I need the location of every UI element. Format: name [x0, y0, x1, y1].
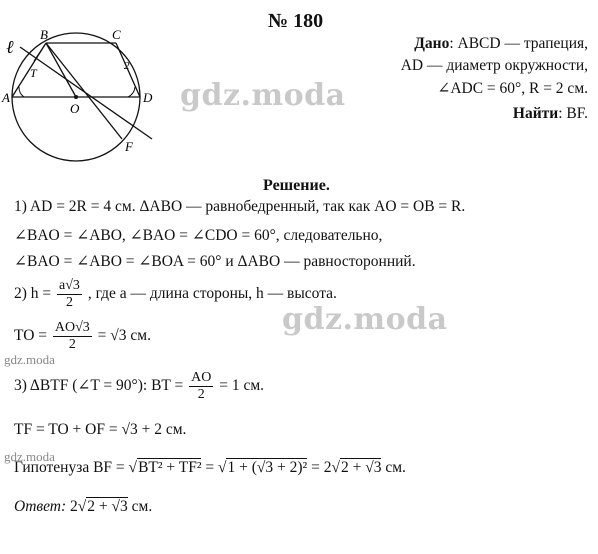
sqrt-sign-3: √	[331, 459, 340, 476]
watermark-small-1: gdz.moda	[4, 352, 55, 367]
label-a: A	[2, 90, 10, 105]
find-line	[513, 103, 588, 124]
step-1c: ∠BAO = ∠ABO = ∠BOA = 60° и ΔABO — равносторонний.	[14, 253, 416, 270]
step-hypotenuse	[14, 459, 406, 477]
problem-number: № 180	[268, 10, 324, 32]
to-pre: TO =	[14, 327, 47, 345]
label-b: B	[40, 27, 48, 42]
find-label: Найти	[512, 105, 559, 122]
point-o	[74, 95, 78, 99]
label-l: ℓ	[6, 37, 14, 57]
perpendicular-bt	[34, 43, 46, 61]
hyp-root-3: 2 + √3	[340, 459, 382, 476]
fraction-h-num: a√3	[59, 278, 80, 293]
answer-root: 2 + √3	[87, 498, 128, 515]
step-2-post: , где a — длина стороны, h — высота.	[87, 285, 337, 303]
answer-coef: 2	[70, 498, 78, 515]
angle-arc-d	[128, 87, 135, 97]
answer-label: Ответ:	[14, 498, 67, 515]
segment-bo	[46, 43, 76, 97]
fraction-h-den: 2	[65, 295, 73, 310]
fraction-bt	[189, 370, 213, 403]
sqrt-sign-1: √	[128, 459, 138, 476]
step-3-post: = 1 см.	[219, 377, 265, 395]
step-3	[14, 370, 264, 403]
label-t: T	[30, 66, 37, 80]
hyp-equals: =	[205, 459, 215, 476]
sqrt-sign-2: √	[217, 459, 227, 476]
step-to	[14, 320, 151, 353]
step-1a: 1) AD = 2R = 4 см. ΔABO — равнобедренный, так как AO = OB = R.	[14, 198, 466, 215]
fraction-h	[57, 278, 82, 311]
label-c: C	[112, 27, 121, 42]
step-2	[14, 278, 337, 311]
sqrt-sign-answer: √	[77, 498, 87, 515]
find-value: : BF.	[558, 105, 588, 122]
given-text-1: : ABCD — трапеция,	[449, 35, 588, 52]
given-line-3: ∠ADC = 60°, R = 2 см.	[437, 80, 588, 97]
label-2: 2	[124, 60, 130, 72]
fraction-to-num: AO√3	[54, 320, 90, 335]
given-label: Дано	[414, 35, 450, 52]
hyp-unit: см.	[385, 459, 406, 476]
given-line-1	[414, 33, 588, 54]
label-f: F	[125, 139, 133, 154]
watermark-top: gdz.moda	[180, 78, 346, 113]
step-2-pre: 2) h =	[14, 285, 52, 303]
to-post: = √3 см.	[97, 327, 151, 345]
fraction-to	[53, 320, 92, 353]
hyp-root-2: 1 + (√3 + 2)²	[227, 459, 308, 476]
answer-unit: см.	[131, 498, 153, 515]
line-l	[20, 47, 152, 139]
hyp-eq: = 2	[311, 459, 332, 476]
watermark-small-2: gdz.moda	[4, 449, 55, 464]
fraction-bt-den: 2	[197, 387, 205, 402]
geometry-figure	[0, 25, 180, 165]
answer-line	[14, 498, 152, 516]
watermark-middle: gdz.moda	[282, 302, 448, 337]
label-o: O	[70, 101, 80, 116]
step-tf: TF = TO + OF = √3 + 2 см.	[14, 421, 187, 438]
angle-arc-a	[19, 87, 24, 97]
step-1b: ∠BAO = ∠ABO, ∠BAO = ∠CDO = 60°, следовательно,	[14, 227, 383, 244]
given-line-2: AD — диаметр окружности,	[400, 57, 588, 74]
hyp-pre: Гипотенуза BF =	[14, 459, 125, 476]
fraction-to-den: 2	[68, 337, 76, 352]
hyp-root-1: BT² + TF²	[138, 459, 202, 476]
step-3-pre: 3) ΔBTF (∠T = 90°): BT =	[14, 377, 184, 395]
label-d: D	[143, 90, 153, 105]
fraction-bt-num: AO	[191, 370, 212, 385]
solution-heading: Решение.	[263, 177, 330, 194]
